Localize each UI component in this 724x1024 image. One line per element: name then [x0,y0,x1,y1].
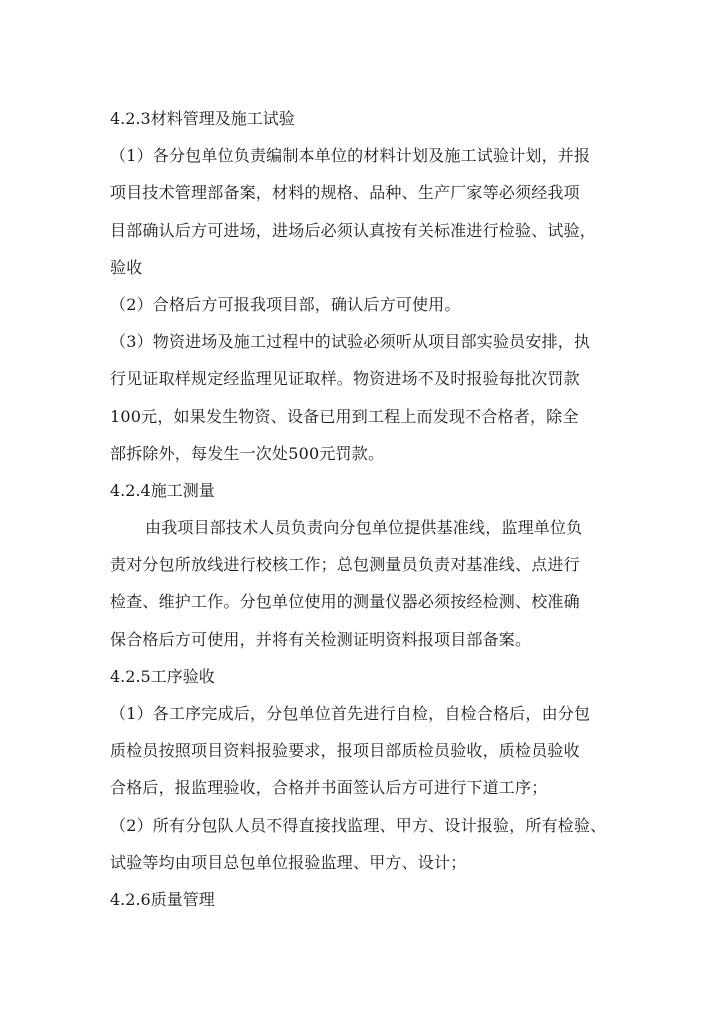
paragraph-line: 质检员按照项目资料报验要求，报项目部质检员验收，质检员验收 [110,741,580,760]
paragraph-line: 验收 [110,258,143,277]
section-heading: 4.2.3材料管理及施工试验 [110,109,295,128]
section-heading: 4.2.4施工测量 [110,481,215,500]
paragraph-line: 检查、维护工作。分包单位使用的测量仪器必须按经检测、校准确 [110,592,580,611]
section-heading: 4.2.5工序验收 [110,667,215,686]
paragraph-line: （2）合格后方可报我项目部，确认后方可使用。 [110,295,461,314]
paragraph-line: 合格后，报监理验收，合格并书面签认后方可进行下道工序； [110,778,548,797]
paragraph-line: 行见证取样规定经监理见证取样。物资进场不及时报验每批次罚款 [110,369,580,388]
paragraph-line: 部拆除外，每发生一次处500元罚款。 [110,444,385,463]
paragraph-line: 由我项目部技术人员负责向分包单位提供基准线，监理单位负 [145,518,583,537]
paragraph-line: 保合格后方可使用，并将有关检测证明资料报项目部备案。 [110,630,532,649]
paragraph-line: （3）物资进场及施工过程中的试验必须听从项目部实验员安排，执 [110,332,591,351]
paragraph-line: （1）各分包单位负责编制本单位的材料计划及施工试验计划，并报 [110,146,591,165]
paragraph-line: 项目技术管理部备案，材料的规格、品种、生产厂家等必须经我项 [110,183,580,202]
section-heading: 4.2.6质量管理 [110,890,215,909]
paragraph-line: 责对分包所放线进行校核工作；总包测量员负责对基准线、点进行 [110,555,580,574]
paragraph-line: 100元，如果发生物资、设备已用到工程上而发现不合格者，除全 [110,407,579,426]
paragraph-line: （1）各工序完成后，分包单位首先进行自检，自检合格后，由分包 [110,704,591,723]
paragraph-line: 目部确认后方可进场，进场后必须认真按有关标准进行检验、试验， [110,221,597,240]
paragraph-line: 试验等均由项目总包单位报验监理、甲方、设计； [110,853,467,872]
paragraph-line: （2）所有分包队人员不得直接找监理、甲方、设计报验，所有检验、 [110,816,607,835]
